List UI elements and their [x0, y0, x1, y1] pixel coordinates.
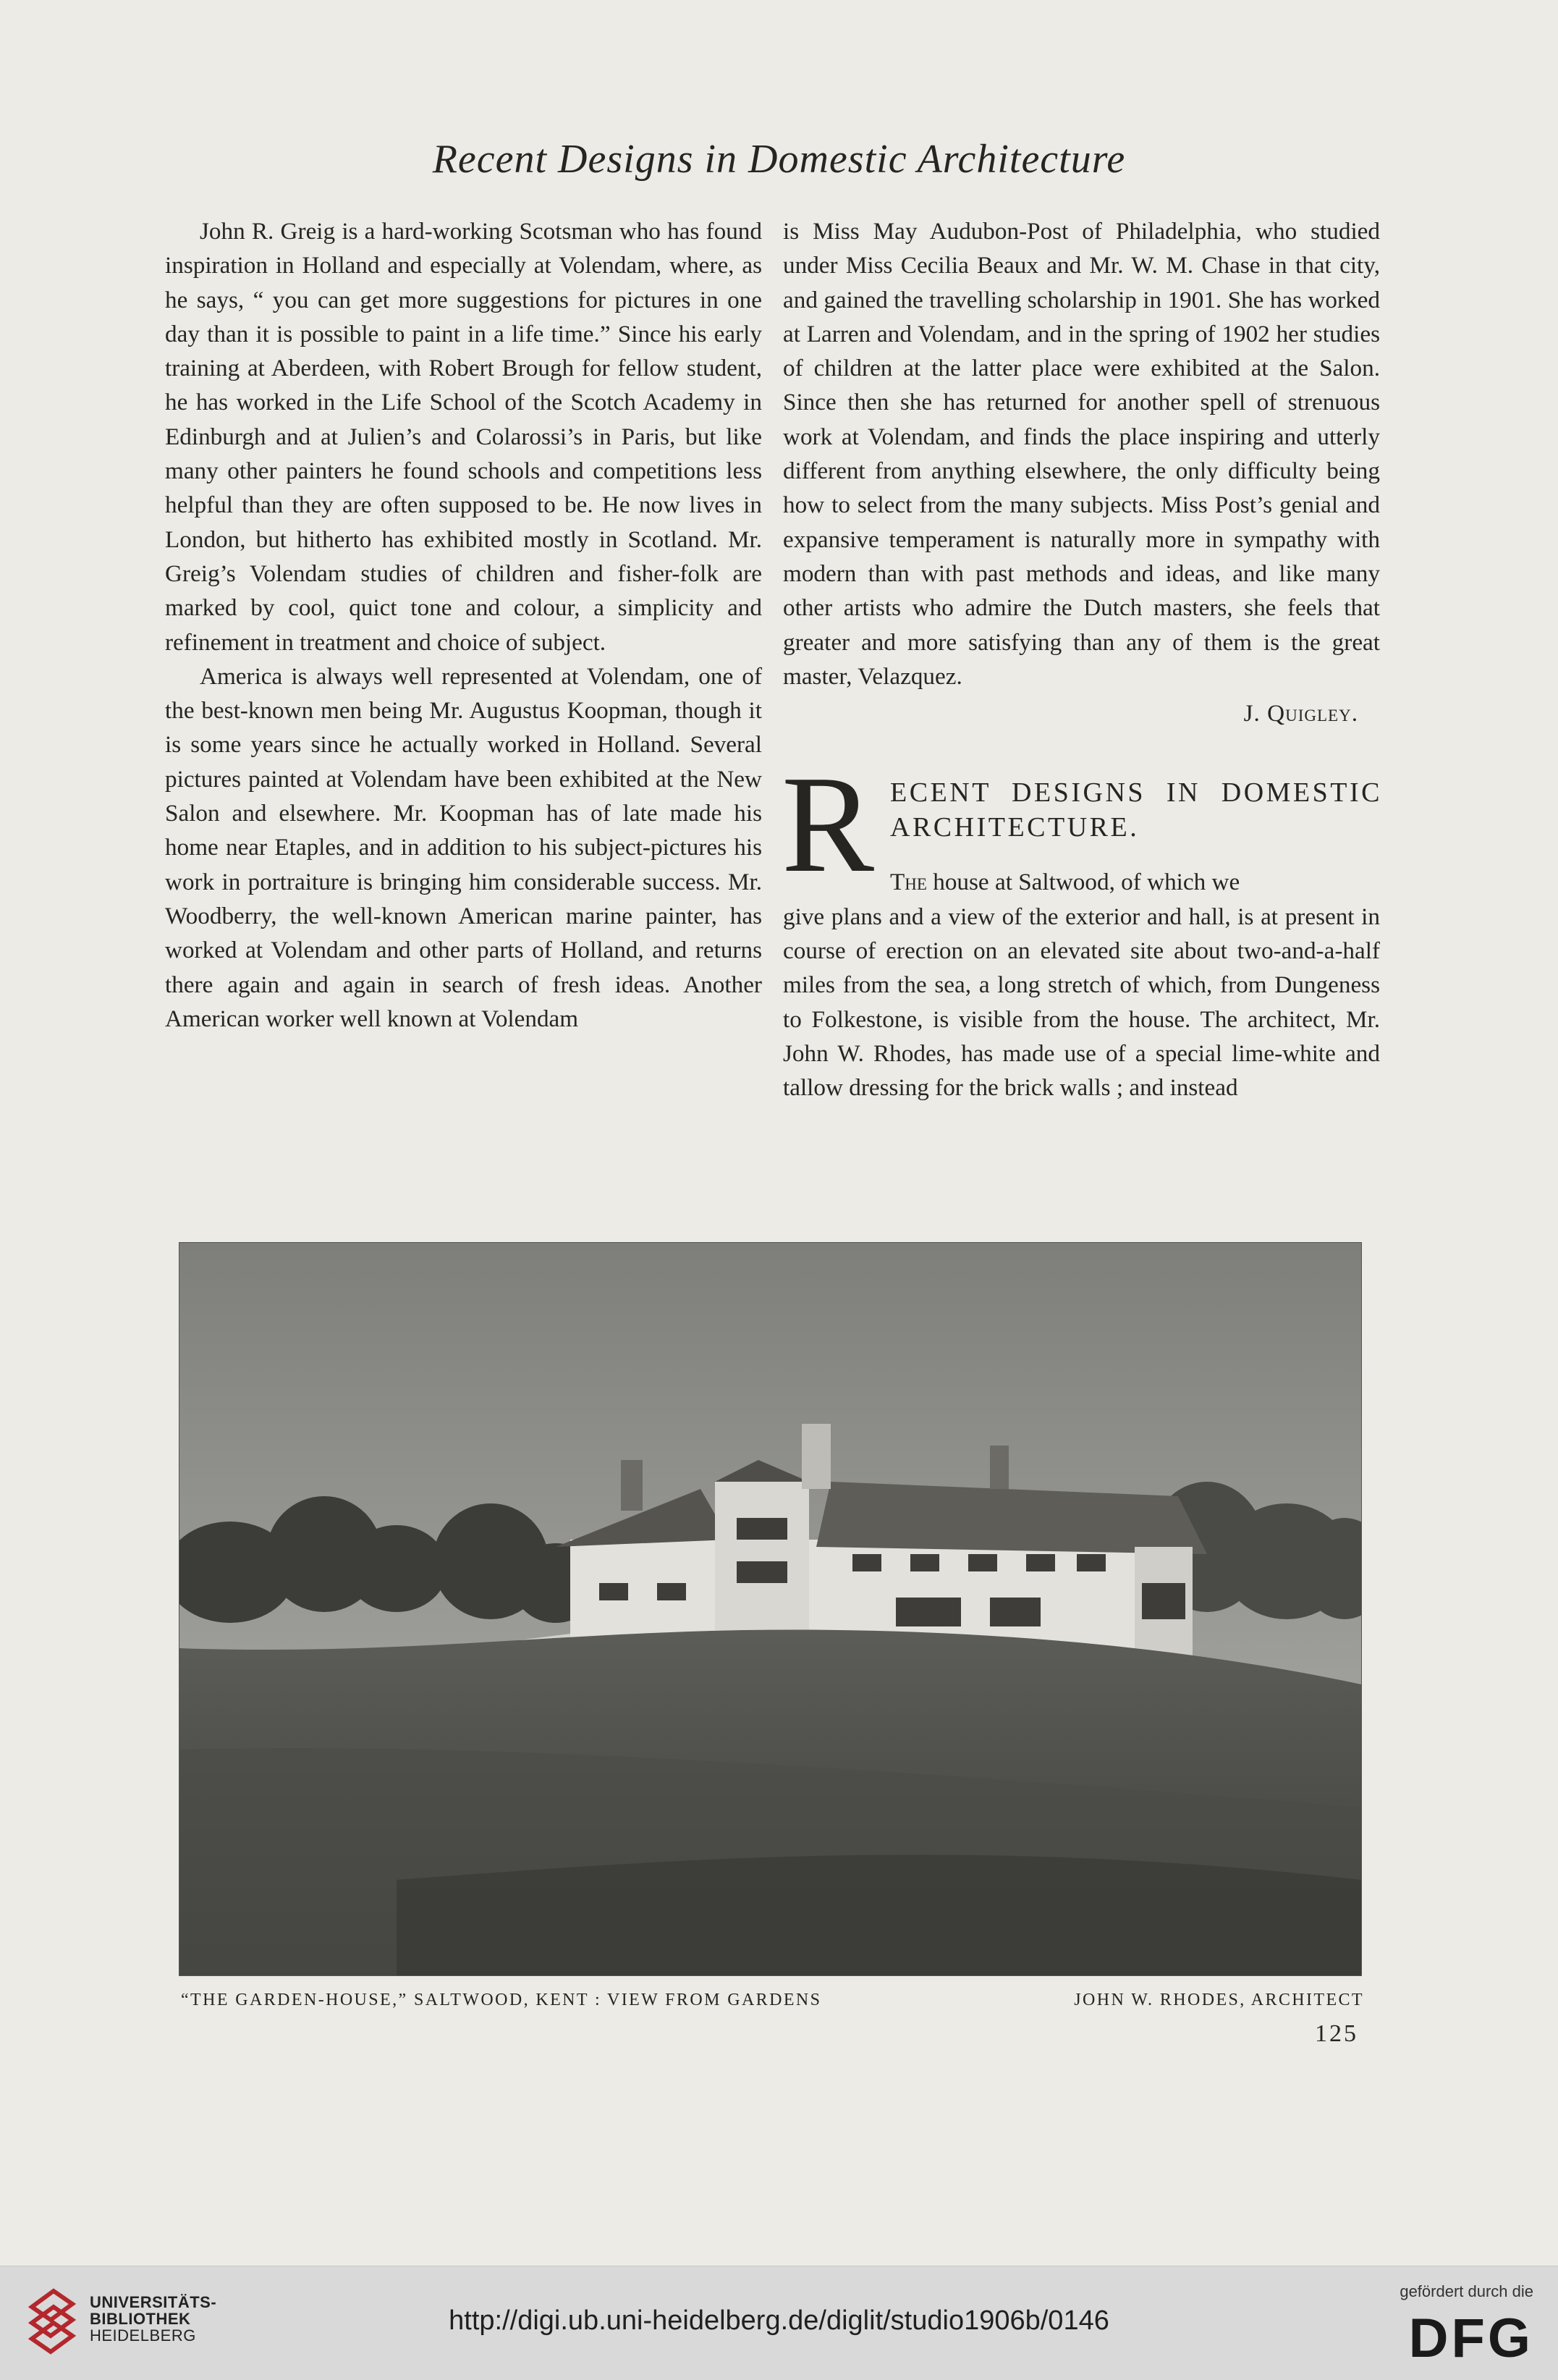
viewer-footer [0, 2266, 1558, 2380]
lead-in: The [890, 869, 927, 896]
library-name-line: HEIDELBERG [90, 2326, 196, 2345]
article-title: ECENT DESIGNS IN DOMESTIC ARCHITECTURE. [890, 777, 1382, 843]
running-head: Recent Designs in Domestic Architecture [432, 137, 1126, 182]
dfg-logo[interactable]: DFG [1408, 2308, 1533, 2369]
library-name-line: BIBLIOTHEK [90, 2310, 191, 2328]
drop-cap: R [782, 747, 875, 902]
right-column [783, 214, 1380, 1105]
page-number: 125 [1315, 2020, 1358, 2047]
author-signature: J. Quigley. [1243, 700, 1358, 727]
paragraph: John R. Greig is a hard-working Scotsman who has found inspiration in Holland and especially at Volendam, where, as he says, “ you can get more suggestions for pictures in one day than it is possible to paint in a life time.” Since his early training at Aberdeen, with Robert Brough for fellow student, he has worked in the Life School of the Scotch Academy in Edinburgh and at Julien’s and Colarossi’s in Paris, but like many other painters he found schools and competitions less helpful than they are often supposed to be. He now lives in London, but hitherto has exhibited mostly in Scotland. Mr. Greig’s Volendam studies of children and fisher-folk are marked by cool, quict tone and colour, a simplicity and refinement in treatment and choice of subject. [165, 218, 762, 656]
garden-house-photo-illustration [179, 1243, 1361, 1975]
paragraph: is Miss May Audubon-Post of Philadelphia, who studied under Miss Cecilia Beaux and Mr. W. M. Chase in that city, and gained the travelling scholarship in 1901. She has worked at Larren and Volendam, and in the spring of 1902 her studies of children at the latter place were exhibited at the Salon. Since then she has returned for another spell of strenuous work at Volendam, and finds the place inspiring and utterly different from anything elsewhere, the only difficulty being how to select from the many subjects. Miss Post’s genial and expansive temperament is naturally more in sympathy with modern than with past methods and ideas, and like many other artists who admire the Dutch masters, she feels that greater and more satisfying than any of them is the great master, Velazquez. [783, 218, 1380, 690]
photo-caption: “THE GARDEN-HOUSE,” SALTWOOD, KENT : VIEW FROM GARDENS [181, 1991, 822, 2009]
first-line-text: house at Saltwood, of which we [926, 869, 1240, 896]
article-heading [782, 747, 1382, 902]
article-body: give plans and a view of the exterior and hall, is at present in course of erection on an elevated site about two-and-a-half miles from the sea, a long stretch of which, from Dungeness to Folkestone, is visible from the house. The architect, Mr. John W. Rhodes, has made use of a special lime-white and tallow dressing for the brick walls ; and instead [783, 903, 1380, 1102]
photo-credit: JOHN W. RHODES, ARCHITECT [1074, 1991, 1364, 2009]
permalink-url[interactable]: http://digi.ub.uni-heidelberg.de/diglit/studio1906b/0146 [449, 2305, 1109, 2336]
paragraph: America is always well represented at Volendam, one of the best-known men being Mr. Augustus Koopman, though it is some years since he actually worked in Holland. Several pictures painted at Volendam have been exhibited at the New Salon and elsewhere. Mr. Koopman has of late made his home near Etaples, and in addition to his subject-pictures his work in portraiture is bringing him considerable success. Mr. Woodberry, the well-known American marine painter, has worked at Volendam and other parts of Holland, and returns there again and again in search of fresh ideas. Another American worker well known at Volendam [165, 662, 762, 1032]
left-column [165, 214, 762, 1036]
funding-note: gefördert durch die [1400, 2282, 1533, 2300]
house-photograph [179, 1242, 1362, 1976]
library-name-line: UNIVERSITÄTS- [90, 2293, 217, 2311]
